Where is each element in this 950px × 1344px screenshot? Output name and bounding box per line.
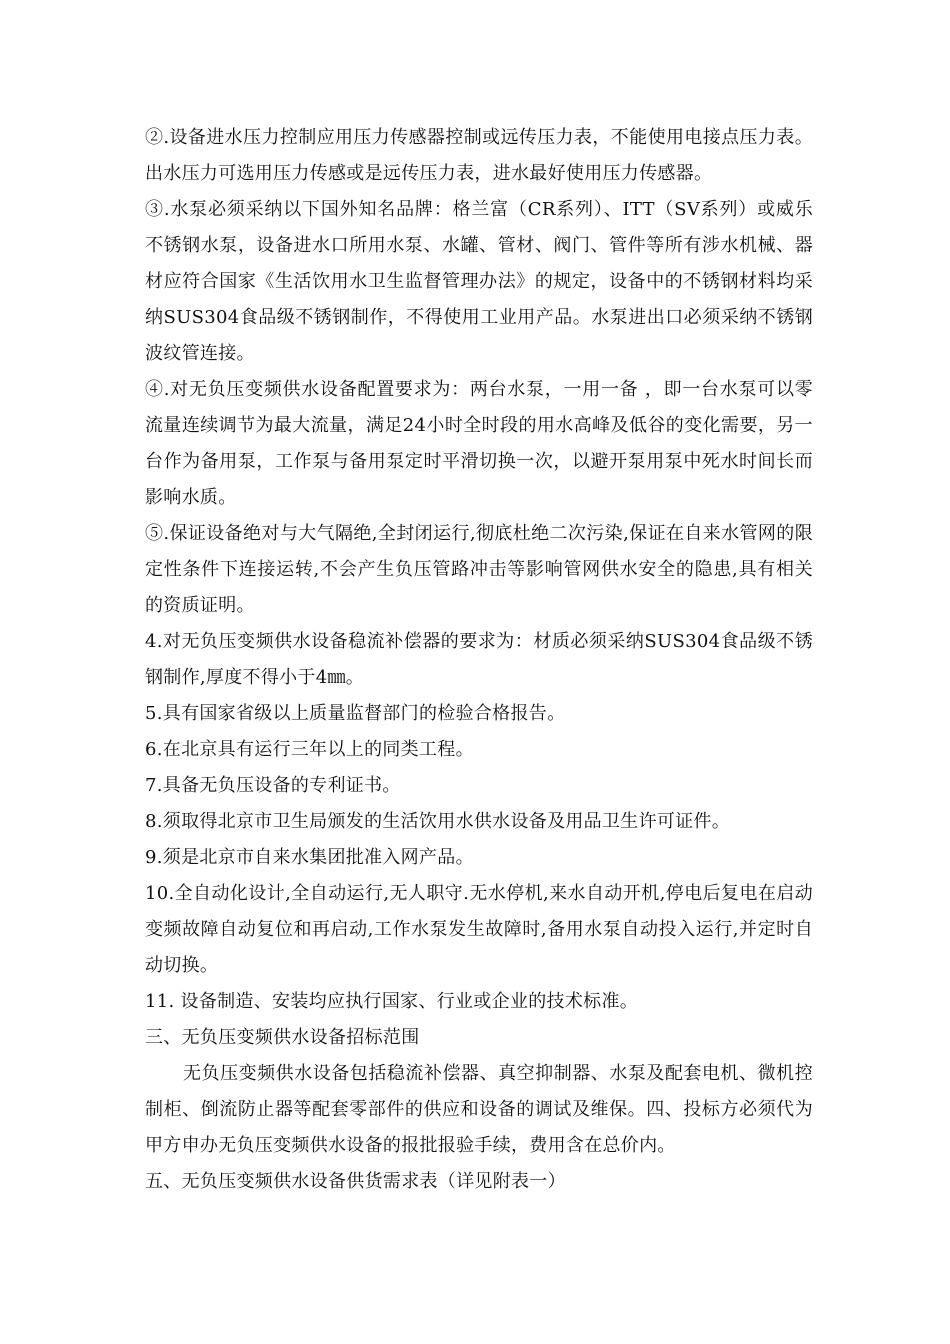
section-heading-supply-table: 五、无负压变频供水设备供货需求表（详见附表一） bbox=[145, 1171, 566, 1192]
paragraph-technical-standards: 11. 设备制造、安装均应执行国家、行业或企业的技术标准。 bbox=[145, 991, 639, 1012]
paragraph-patent: 7.具备无负压设备的专利证书。 bbox=[145, 775, 401, 796]
paragraph-pump-brands: ③.水泵必须采纳以下国外知名品牌：格兰富（CR系列）、ITT（SV系列）或威乐不锈钢水泵，设备进水口所用水泵、水罐、管材、阀门、管件等所有涉水机械、器材应符合国家《生活饮用水卫生监督管理办法》的规定，设备中的不锈钢材料均采纳SUS304食品级不锈钢制作，不得使用工业用产品。水泵进出口必须采纳不锈钢波纹管连接。 bbox=[145, 199, 813, 364]
paragraph-pressure-control: ②.设备进水压力控制应用压力传感器控制或远传压力表，不能使用电接点压力表。出水压力可选用压力传感或是远传压力表，进水最好使用压力传感器。 bbox=[145, 127, 813, 184]
document-body bbox=[145, 120, 813, 1200]
paragraph-compensator-material: 4.对无负压变频供水设备稳流补偿器的要求为：材质必须采纳SUS304食品级不锈钢制作,厚度不得小于4㎜。 bbox=[145, 631, 813, 688]
paragraph-network-approval: 9.须是北京市自来水集团批准入网产品。 bbox=[145, 847, 474, 868]
paragraph-pump-configuration: ④.对无负压变频供水设备配置要求为：两台水泵，一用一备 ，即一台水泵可以零流量连续调节为最大流量，满足24小时全时段的用水高峰及低谷的变化需要，另一台作为备用泵，工作泵与备用泵定时平滑切换一次，以避开泵用泵中死水时间长而影响水质。 bbox=[145, 379, 813, 508]
paragraph-health-license: 8.须取得北京市卫生局颁发的生活饮用水供水设备及用品卫生许可证件。 bbox=[145, 811, 731, 832]
paragraph-inspection-report: 5.具有国家省级以上质量监督部门的检验合格报告。 bbox=[145, 703, 566, 724]
section-heading-scope: 三、无负压变频供水设备招标范围 bbox=[145, 1027, 420, 1048]
paragraph-scope-details: 无负压变频供水设备包括稳流补偿器、真空抑制器、水泵及配套电机、微机控制柜、倒流防止器等配套零部件的供应和设备的调试及维保。四、投标方必须代为甲方申办无负压变频供水设备的报批报验手续，费用含在总价内。 bbox=[145, 1063, 813, 1156]
paragraph-beijing-projects: 6.在北京具有运行三年以上的同类工程。 bbox=[145, 739, 474, 760]
paragraph-sealed-operation: ⑤.保证设备绝对与大气隔绝,全封闭运行,彻底杜绝二次污染,保证在自来水管网的限定性条件下连接运转,不会产生负压管路冲击等影响管网供水安全的隐患,具有相关的资质证明。 bbox=[145, 523, 813, 616]
paragraph-automation: 10.全自动化设计,全自动运行,无人职守.无水停机,来水自动开机,停电后复电在启动变频故障自动复位和再启动,工作水泵发生故障时,备用水泵自动投入运行,并定时自动切换。 bbox=[145, 883, 813, 976]
